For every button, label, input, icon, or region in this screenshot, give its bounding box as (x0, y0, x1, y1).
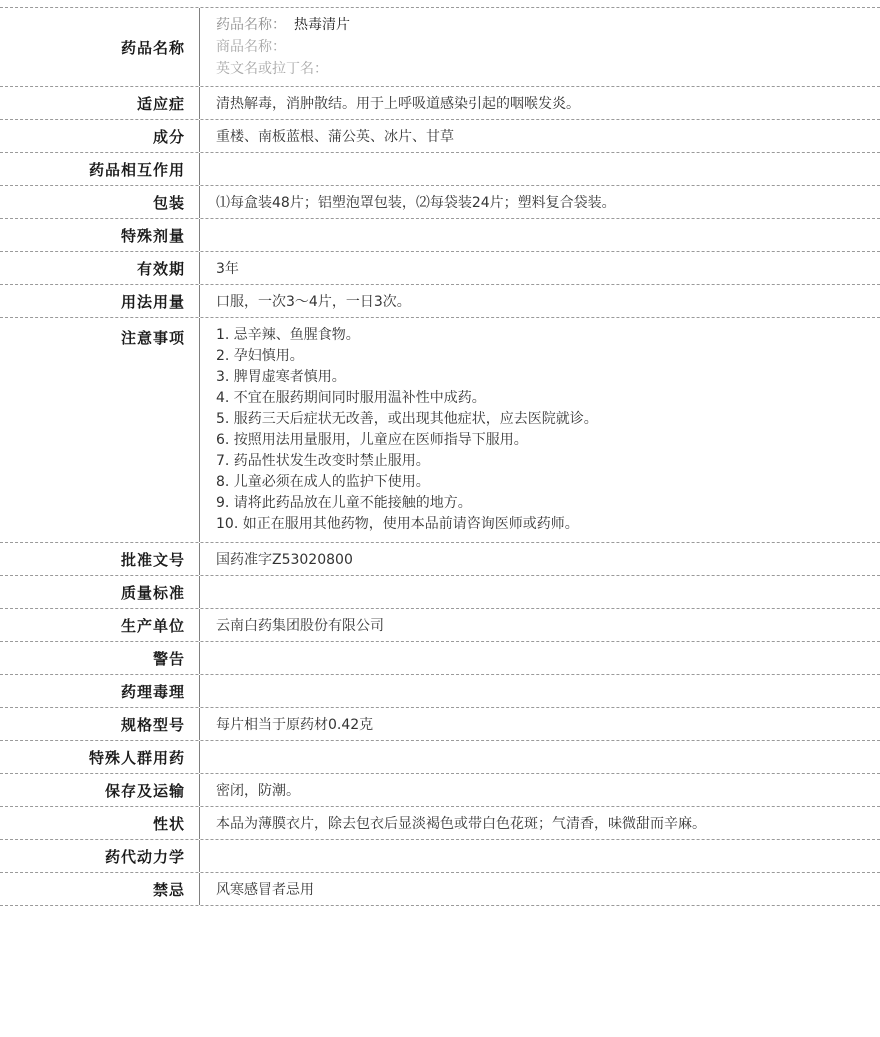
row-label: 特殊剂量 (0, 219, 200, 251)
row-content: 本品为薄膜衣片，除去包衣后显淡褐色或带白色花斑；气清香，味微甜而辛麻。 (216, 816, 706, 832)
precaution-item: 5. 服药三天后症状无改善，或出现其他症状，应去医院就诊。 (216, 411, 598, 427)
row-content (200, 642, 880, 674)
row-label: 药品名称 (0, 8, 200, 86)
drug-name-value: 热毒清片 (294, 17, 350, 33)
precaution-item: 3. 脾胃虚寒者慎用。 (216, 369, 346, 385)
row-content (200, 675, 880, 707)
row-content: 重楼、南板蓝根、蒲公英、冰片、甘草 (216, 129, 454, 145)
precaution-item: 8. 儿童必须在成人的监护下使用。 (216, 474, 430, 490)
row-label: 包装 (0, 186, 200, 218)
row-label: 质量标准 (0, 576, 200, 608)
row-content: 风寒感冒者忌用 (216, 882, 314, 898)
drug-name-line (216, 14, 868, 36)
table-row-description (0, 807, 880, 840)
row-content (200, 153, 880, 185)
drug-name-key: 药品名称： (216, 17, 286, 33)
row-content: 口服，一次3～4片，一日3次。 (216, 294, 411, 310)
drug-info-table (0, 7, 880, 906)
precaution-item: 9. 请将此药品放在儿童不能接触的地方。 (216, 495, 472, 511)
table-row-pharmacokinetics (0, 840, 880, 873)
trade-name-key: 商品名称： (216, 39, 286, 55)
row-content: 云南白药集团股份有限公司 (216, 618, 384, 634)
row-label: 保存及运输 (0, 774, 200, 806)
row-content: ⑴每盒装48片；铝塑泡罩包装，⑵每袋装24片；塑料复合袋装。 (216, 195, 616, 211)
table-row-special-populations (0, 741, 880, 774)
row-content (200, 741, 880, 773)
table-row-special-dosage (0, 219, 880, 252)
row-label: 用法用量 (0, 285, 200, 317)
row-content: 清热解毒，消肿散结。用于上呼吸道感染引起的咽喉发炎。 (216, 96, 580, 112)
trade-name-line (216, 36, 868, 58)
row-content (200, 576, 880, 608)
table-row-shelf-life (0, 252, 880, 285)
row-label: 适应症 (0, 87, 200, 119)
table-row-packaging (0, 186, 880, 219)
latin-name-line (216, 58, 868, 80)
table-row-approval-number (0, 543, 880, 576)
precaution-item: 2. 孕妇慎用。 (216, 348, 304, 364)
latin-name-key: 英文名或拉丁名： (216, 61, 328, 77)
row-content (200, 840, 880, 872)
row-label: 注意事项 (0, 318, 200, 542)
row-label: 有效期 (0, 252, 200, 284)
table-row-precautions (0, 318, 880, 543)
precaution-item: 10. 如正在服用其他药物，使用本品前请咨询医师或药师。 (216, 516, 579, 532)
row-label: 药代动力学 (0, 840, 200, 872)
table-row-indications (0, 87, 880, 120)
table-row-specification (0, 708, 880, 741)
row-content: 密闭，防潮。 (216, 783, 300, 799)
table-row-drug-name (0, 8, 880, 87)
row-label: 药品相互作用 (0, 153, 200, 185)
table-row-ingredients (0, 120, 880, 153)
row-content (200, 219, 880, 251)
table-row-interactions (0, 153, 880, 186)
row-label: 药理毒理 (0, 675, 200, 707)
row-content: 3年 (216, 261, 239, 277)
table-row-dosage (0, 285, 880, 318)
table-row-storage (0, 774, 880, 807)
row-content (200, 8, 880, 86)
precaution-item: 6. 按照用法用量服用，儿童应在医师指导下服用。 (216, 432, 528, 448)
row-content (200, 318, 880, 542)
row-label: 性状 (0, 807, 200, 839)
row-label: 规格型号 (0, 708, 200, 740)
table-row-quality-standard (0, 576, 880, 609)
table-row-manufacturer (0, 609, 880, 642)
row-label: 禁忌 (0, 873, 200, 905)
row-label: 警告 (0, 642, 200, 674)
precaution-item: 4. 不宜在服药期间同时服用温补性中成药。 (216, 390, 486, 406)
table-row-pharmacology (0, 675, 880, 708)
row-content: 国药准字Z53020800 (216, 552, 353, 568)
row-label: 批准文号 (0, 543, 200, 575)
row-label: 特殊人群用药 (0, 741, 200, 773)
precaution-item: 1. 忌辛辣、鱼腥食物。 (216, 327, 360, 343)
precaution-item: 7. 药品性状发生改变时禁止服用。 (216, 453, 430, 469)
row-label: 成分 (0, 120, 200, 152)
table-row-contraindications (0, 873, 880, 906)
row-label: 生产单位 (0, 609, 200, 641)
table-row-warning (0, 642, 880, 675)
row-content: 每片相当于原药材0.42克 (216, 717, 374, 733)
